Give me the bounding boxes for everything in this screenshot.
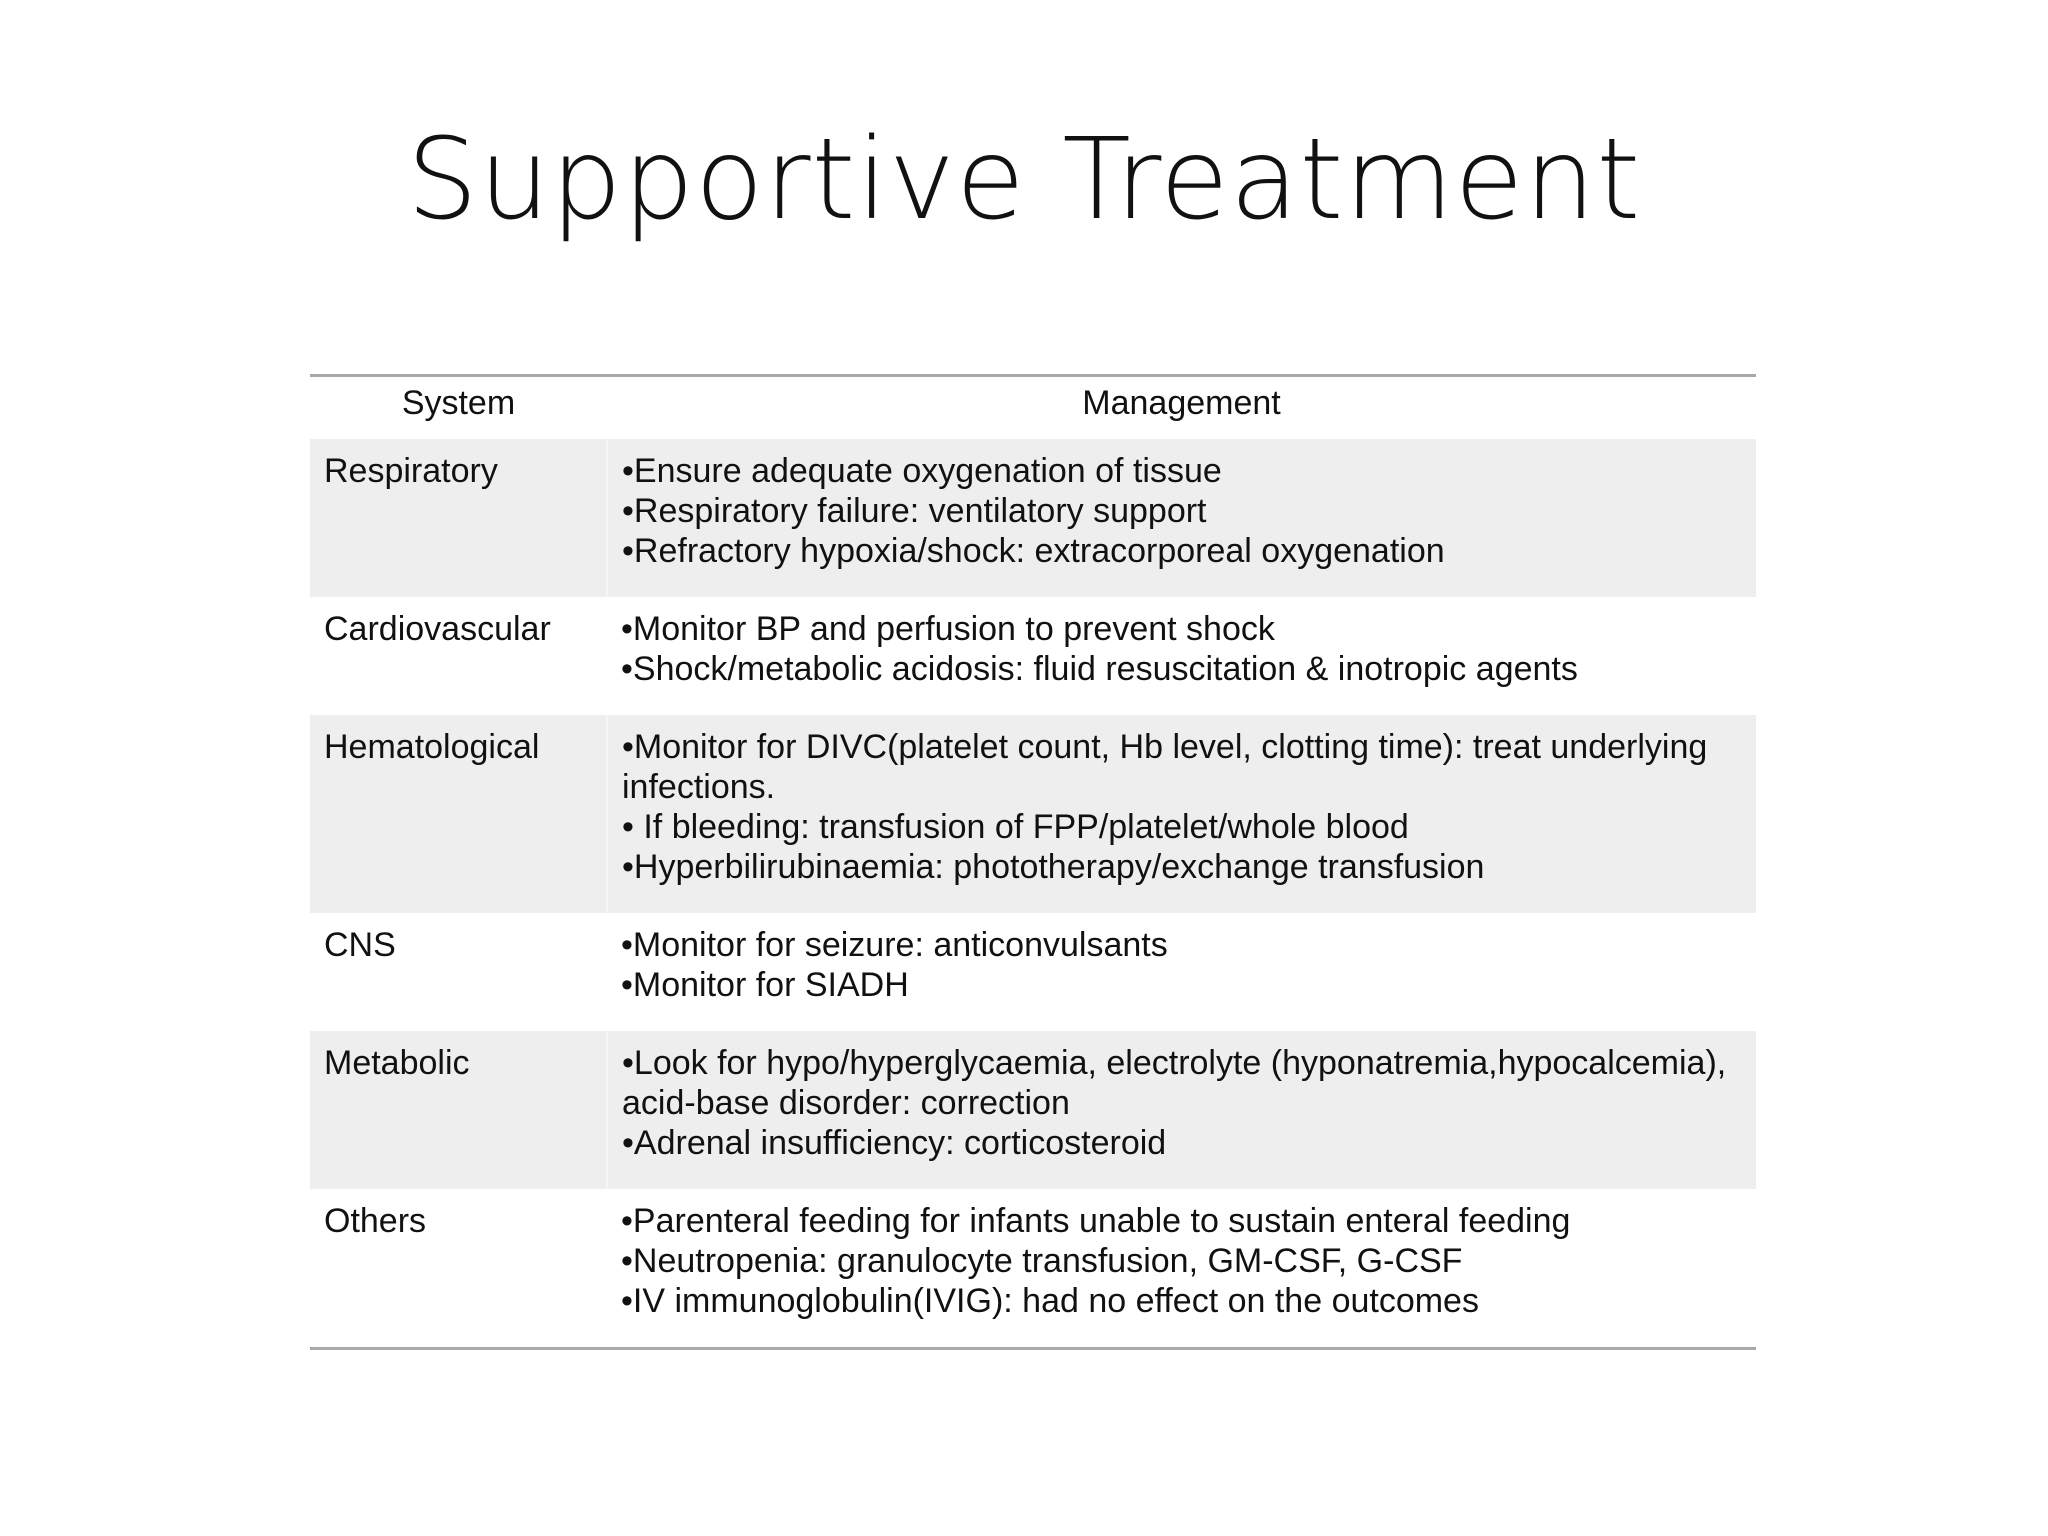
table-row-cardiovascular	[310, 597, 1756, 715]
system-cell: Cardiovascular	[324, 610, 551, 648]
management-item: •Parenteral feeding for infants unable to sustain enteral feeding	[621, 1202, 1571, 1240]
management-item: •Shock/metabolic acidosis: fluid resuscitation & inotropic agents	[621, 650, 1578, 688]
header-system: System	[310, 376, 607, 440]
table-row-cns	[310, 913, 1756, 1031]
management-cell	[607, 597, 1756, 715]
management-cell	[607, 913, 1756, 1031]
treatment-table	[310, 374, 1756, 1350]
system-cell: Hematological	[310, 715, 607, 913]
treatment-table-container	[310, 374, 1756, 1350]
management-item: •Hyperbilirubinaemia: phototherapy/exchange transfusion	[622, 848, 1485, 886]
system-cell: Metabolic	[310, 1031, 607, 1189]
table-header-row	[310, 376, 1756, 440]
table-row-hematological	[310, 715, 1756, 913]
table-row-others	[310, 1189, 1756, 1349]
management-item: • If bleeding: transfusion of FPP/platelet/whole blood	[622, 808, 1409, 846]
management-item: •Monitor for seizure: anticonvulsants	[621, 926, 1168, 964]
header-management: Management	[607, 376, 1756, 440]
management-cell	[607, 1031, 1756, 1189]
system-cell: Respiratory	[310, 439, 607, 597]
management-item: •Monitor for DIVC(platelet count, Hb level, clotting time): treat underlying infections.	[622, 728, 1708, 806]
management-item: •IV immunoglobulin(IVIG): had no effect on the outcomes	[621, 1282, 1479, 1320]
management-item: •Ensure adequate oxygenation of tissue	[622, 452, 1222, 490]
table-row-respiratory	[310, 439, 1756, 597]
slide-title: Supportive Treatment	[406, 115, 1642, 245]
management-item: •Refractory hypoxia/shock: extracorporeal oxygenation	[622, 532, 1445, 570]
management-item: •Monitor BP and perfusion to prevent shock	[621, 610, 1275, 648]
management-item: •Neutropenia: granulocyte transfusion, GM-CSF, G-CSF	[621, 1242, 1463, 1280]
management-cell	[607, 1189, 1756, 1349]
table-row-metabolic	[310, 1031, 1756, 1189]
management-cell	[607, 715, 1756, 913]
system-cell: CNS	[324, 926, 396, 964]
management-item: •Adrenal insufficiency: corticosteroid	[622, 1124, 1167, 1162]
management-item: •Look for hypo/hyperglycaemia, electrolyte (hyponatremia,hypocalcemia), acid-base disorder: correction	[622, 1044, 1727, 1122]
management-cell	[607, 439, 1756, 597]
system-cell: Others	[324, 1202, 427, 1240]
management-item: •Respiratory failure: ventilatory support	[622, 492, 1207, 530]
management-item: •Monitor for SIADH	[621, 966, 909, 1004]
